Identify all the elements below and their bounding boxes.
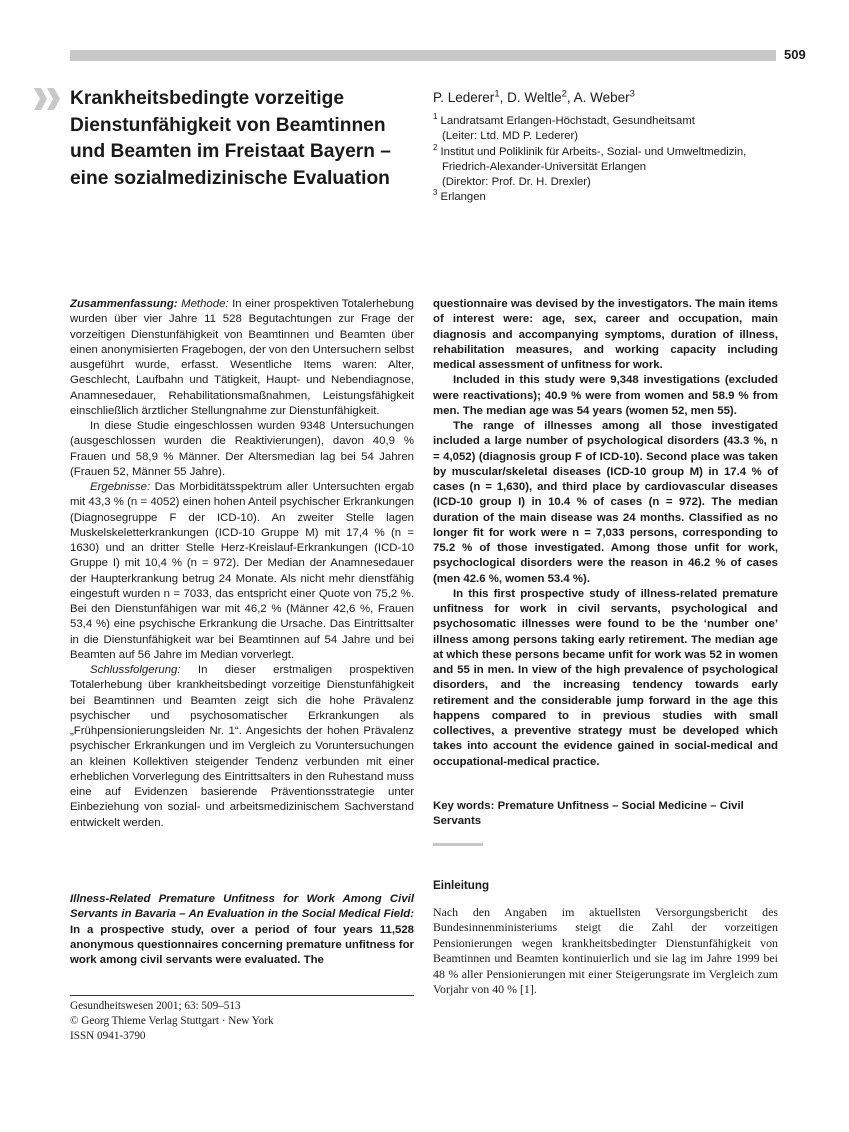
affiliation-1: $^1$ Landratsamt Erlangen-Höchstadt, Gesundheitsamt bbox=[433, 112, 695, 127]
section-divider bbox=[433, 843, 483, 846]
einleitung-text: Nach den Angaben im aktuellsten Versorgungsbericht des Bundesinnenministeriums steigt die Zahl der vorzeitigen Pensionierungen wegen krankheitsbedingter Dienstunfähigkeit von Beamtinnen und Beamten kontinuierlich und sie lag im Jahre 1999 bei 48 % aller Pensionierungen mit einer Steigerungsrate im Vergleich zum Vorjahr von 40 % [1]. bbox=[433, 905, 778, 997]
affiliations: $^1$ Landratsamt Erlangen-Höchstadt, Gesundheitsamt (Leiter: Ltd. MD P. Lederer) $^2$ Institut und Poliklinik für Arbeits-, Sozial- und Umweltmedizin, Friedrich-Alexander-Universität Erlangen (Direktor: Prof. Dr. H. Drexler) $^3$ Erlangen bbox=[433, 114, 813, 206]
section-heading-einleitung: Einleitung bbox=[433, 879, 490, 892]
double-chevron-icon bbox=[34, 88, 62, 110]
article-title: Krankheitsbedingte vorzeitige Dienstunfähigkeit von Beamtinnen und Beamten im Freistaat Bayern – eine sozialmedizinische Evaluation bbox=[70, 88, 391, 189]
author-list: P. Lederer$^1$, D. Weltle$^2$, A. Weber$^3$ bbox=[433, 88, 635, 105]
affiliation-3: $^3$ Erlangen bbox=[433, 188, 486, 204]
citation-footer: Gesundheitswesen 2001; 63: 509–513 © Georg Thieme Verlag Stuttgart · New York ISSN 0941-3790 bbox=[70, 1000, 274, 1042]
abstract-english-start: Illness-Related Premature Unfitness for Work Among Civil Servants in Bavaria – An Evaluation in the Social Medical Field: In a prospective study, over a period of four years 11,528 anonymous questionnaires concerning premature unfitness for work among civil servants were evaluated. The bbox=[70, 893, 414, 966]
abstract-german: Zusammenfassung: Methode: In einer prospektiven Totalerhebung wurden über vier Jahre 11 528 Begutachtungen zur Frage der vorzeitigen Dienstunfähigkeit von Beamtinnen und Beamten über einen anonymisierten Fragebogen, der von den Untersuchern selbst ausgeführt wurde, erfasst. Wesentliche Items waren: Alter, Geschlecht, Laufbahn und Tätigkeit, Haupt- und Nebendiagnose, Anamnesedauer, Rehabilitationsmaßnahmen, Leistungsfähigkeit einschließlich ärztlicher Stellungnahme zur Dienstunfähigkeit. In diese Studie eingeschlossen wurden 9348 Untersuchungen (ausgeschlossen wurden die Reaktivierungen), davon 40,9 % Frauen und 58,9 % Männer. Der Altersmedian lag bei 54 Jahren (Frauen 52, Männer 55 Jahre). Ergebnisse: Das Morbiditätsspektrum aller Untersuchten ergab mit 43,3 % (n = 4052) einen hohen Anteil psychischer Erkrankungen (Diagnosegruppe F der ICD-10). An zweiter Stelle lagen Muskelskeletterkrankungen (ICD-10 Gruppe M) mit 17,4 % (n = 1630) und an dritter Stelle Herz-Kreislauf-Erkrankungen (ICD-10 Gruppe I) mit 10,4 % (n = 972). Der Median der Anamnesedauer der Haupterkrankung betrug 24 Monate. Als nicht mehr dienstfähig eingestuft wurden n = 7033, das entspricht einer Quote von 75,2 %. Bei den Dienstunfähigen war mit 46,2 % (Männer 42,6 %, Frauen 53,4 %) eine psychische Erkrankung die Ursache. Das Eintrittsalter in die Dienstunfähigkeit war bei Beamtinnen auf 54 Jahre und bei Beamten auf 56 Jahre im Median vorverlegt. Schlussfolgerung: In dieser erstmaligen prospektiven Totalerhebung über krankheitsbedingt vorzeitige Dienstunfähigkeit bei Beamtinnen und Beamten zeigt sich die hohe Prävalenz psychischer und psychosomatischer Erkrankungen als „Frühpensionierungsleiden Nr. 1“. Angesichts der hohen Prävalenz psychischer Erkrankungen und im Vergleich zu Voruntersuchungen an kleinen Kollektiven steigender Tendenz verbunden mit einer erheblichen Vorverlegung des Eintrittsalters in den Ruhestand muss eine auf Evidenzen basierende Präventionsstrategie unter Einbeziehung von sozial- und arbeitsmedizinischem Sachverstand entwickelt werden. bbox=[70, 298, 414, 829]
footer-rule bbox=[70, 995, 414, 996]
header-bar bbox=[70, 50, 776, 61]
abstract-english-right: questionnaire was devised by the investigators. The main items of interest were: age, sex, career and occupation, main diagnosis and accompanying symptoms, duration of illness, rehabilitation measures, and working capacity including medical assessment of unfitness for work. Included in this study were 9,348 investigations (excluded were reactivations); 40.9 % were from women and 58.9 % from men. The median age was 54 years (women 52, men 55). The range of illnesses among all those investigated included a large number of psychological disorders (43.3 %, n = 4,052) (diagnosis group F of ICD-10). Second place was taken by muscular/skeletal diseases (ICD-10 group M) in 17.4 % of cases (n = 1,630), and third place by cardiovascular diseases (ICD-10 group I) in 10.4 % of cases (n = 972). The median duration of the main disease was 24 months. Classified as no longer fit for work were n = 7,033 persons, corresponding to 75.2 % of those investigated. Among those unfit for work, psychoclogical disorders were the reason in 46.2 % of cases (men 42.6 %, women 53.4 %). In this first prospective study of illness-related premature unfitness for work in civil servants, psychological and psychosomatic illnesses were found to be the ‘number one’ illness among persons taking early retirement. The median age at which these persons became unfit for work was 52 in women and 55 in men. In view of the high prevalence of psychological disorders, and the increasing tendency towards early retirement and the considerable jump forward in the age this happens compared to in previous studies with small collectives, a preventive strategy must be developed which takes into account the evidence gained in social-medical and occupational-medical practice. bbox=[433, 298, 778, 768]
keywords: Key words: Premature Unfitness – Social Medicine – Civil Servants bbox=[433, 800, 744, 828]
page-number: 509 bbox=[784, 47, 806, 62]
affiliation-2: $^2$ Institut und Poliklinik für Arbeits-, Sozial- und Umweltmedizin, bbox=[433, 142, 747, 158]
